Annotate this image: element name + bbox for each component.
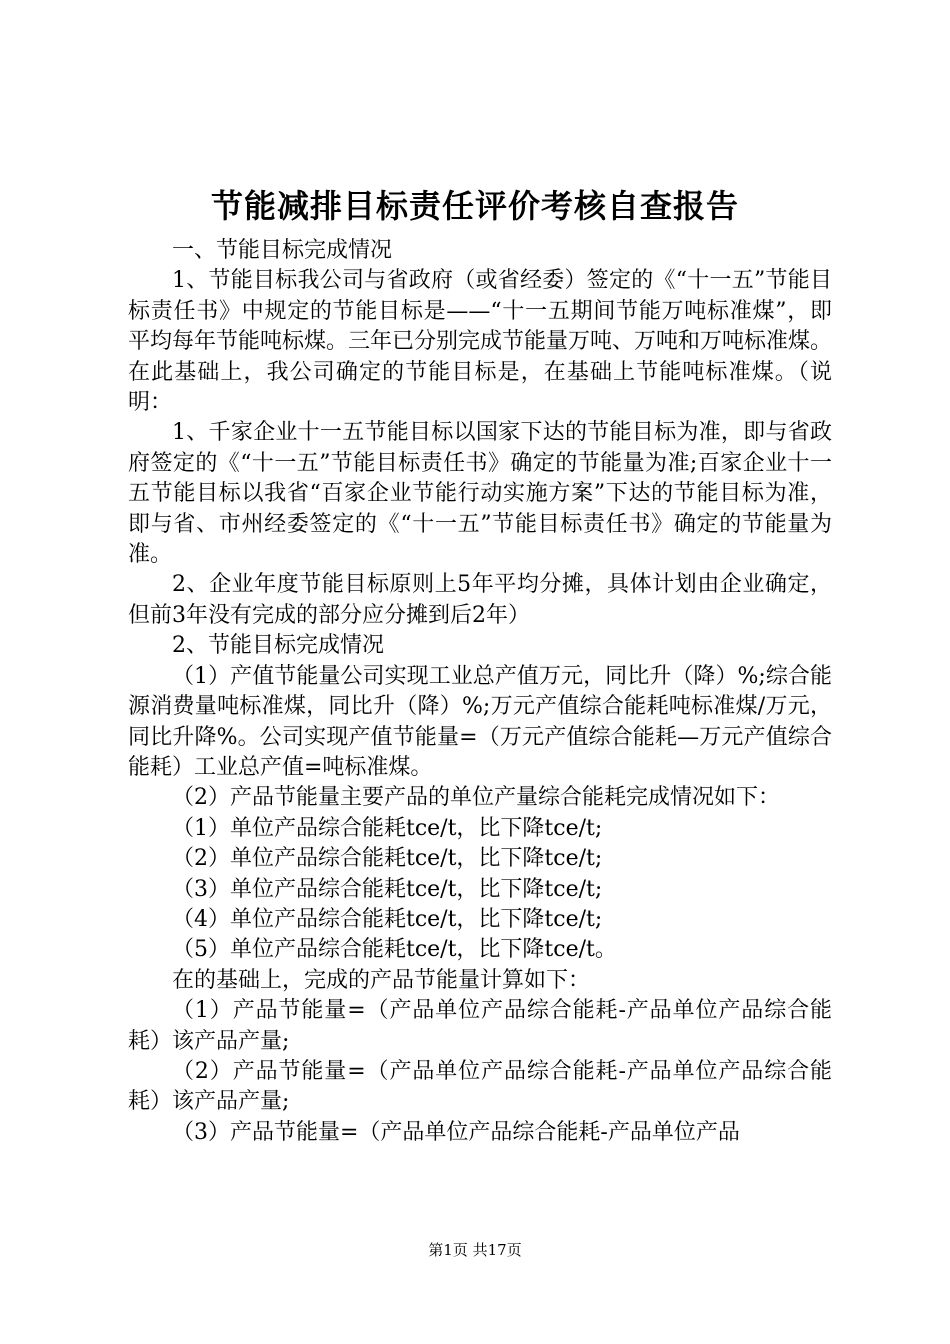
page-footer: 第1页 共17页: [428, 1241, 522, 1259]
list-item: （3）单位产品综合能耗tce/t，比下降tce/t;: [172, 876, 603, 902]
list-item: （5）单位产品综合能耗tce/t，比下降tce/t。: [172, 937, 617, 963]
body-paragraph: 2、企业年度节能目标原则上5年平均分摊，具体计划由企业确定，但前3年没有完成的部分应分摊到后2年）: [128, 572, 832, 628]
list-item: （4）单位产品综合能耗tce/t，比下降tce/t;: [172, 906, 603, 932]
formula-paragraph: （3）产品节能量=（产品单位产品综合能耗-产品单位产品: [172, 1119, 740, 1145]
body-paragraph: 1、节能目标我公司与省政府（或省经委）签定的《“十一五”节能目标责任书》中规定的节能目标是——“十一五期间节能万吨标准煤”，即平均每年节能吨标煤。三年已分别完成节能量万吨、万吨和万吨标准煤。在此基础上，我公司确定的节能目标是，在基础上节能吨标准煤。（说明：: [128, 268, 833, 416]
body-paragraph: 在的基础上，完成的产品节能量计算如下：: [172, 967, 591, 993]
formula-paragraph: （1）产品节能量=（产品单位产品综合能耗-产品单位产品综合能耗）该产品产量;: [128, 998, 832, 1054]
list-item: （2）单位产品综合能耗tce/t，比下降tce/t;: [172, 846, 603, 872]
section-heading: 一、节能目标完成情况: [172, 238, 393, 263]
body-paragraph: 1、千家企业十一五节能目标以国家下达的节能目标为准，即与省政府签定的《“十一五”节能目标责任书》确定的节能量为准;百家企业十一五节能目标以我省“百家企业节能行动实施方案”下达的节能目标为准，即与省、市州经委签定的《“十一五”节能目标责任书》确定的节能量为准。: [128, 420, 832, 568]
formula-paragraph: （2）产品节能量=（产品单位产品综合能耗-产品单位产品综合能耗）该产品产量;: [128, 1058, 832, 1115]
section-heading: 2、节能目标完成情况: [172, 633, 384, 659]
document-title: 节能减排目标责任评价考核自查报告: [210, 187, 739, 225]
body-paragraph: （2）产品节能量主要产品的单位产量综合能耗完成情况如下：: [172, 785, 780, 811]
body-paragraph: （1）产值节能量公司实现工业总产值万元，同比升（降）%;综合能源消费量吨标准煤，同比升（降）%;万元产值综合能耗吨标准煤/万元，同比升降%。公司实现产值节能量=（万元产值综合能耗—万元产值综合能耗）工业总产值=吨标准煤。: [128, 663, 832, 780]
list-item: （1）单位产品综合能耗tce/t，比下降tce/t;: [172, 815, 603, 841]
document-body: [128, 236, 832, 1148]
